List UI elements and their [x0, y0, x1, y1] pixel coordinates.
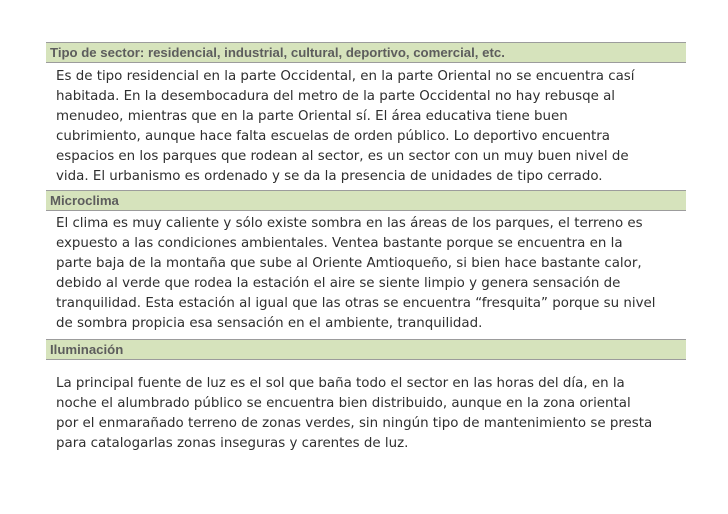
section-body-microclima [46, 211, 686, 339]
paragraph-line: La principal fuente de luz es el sol que baña todo el sector en las horas del día, en la [56, 376, 625, 391]
section-body-tipo-de-sector [46, 63, 686, 190]
paragraph-line: espacios en los parques que rodean al sector, es un sector con un muy buen nivel de [56, 149, 629, 164]
paragraph-line: vida. El urbanismo es ordenado y se da la presencia de unidades de tipo cerrado. [56, 169, 603, 184]
paragraph-line: noche el alumbrado público se encuentra bien distribuido, aunque en la zona oriental [56, 396, 631, 411]
paragraph-line: debido al verde que rodea la estación el aire se siente limpio y genera sensación de [56, 276, 621, 291]
paragraph-line: cubrimiento, aunque hace falta escuelas de orden público. Lo deportivo encuentra [56, 129, 610, 144]
paragraph-line: tranquilidad. Esta estación al igual que las otras se encuentra “fresquita” porque su nivel [56, 296, 656, 311]
section-header-iluminacion: Iluminación [46, 339, 686, 360]
paragraph-line: de sombra propicia esa sensación en el ambiente, tranquilidad. [56, 316, 483, 331]
paragraph-line: por el enmarañado terreno de zonas verdes, sin ningún tipo de mantenimiento se presta [56, 416, 653, 431]
section-header-microclima: Microclima [46, 190, 686, 211]
section-header-tipo-de-sector: Tipo de sector: residencial, industrial, cultural, deportivo, comercial, etc. [46, 42, 686, 63]
section-body-iluminacion [46, 360, 686, 464]
paragraph-line: Es de tipo residencial en la parte Occidental, en la parte Oriental no se encuentra casí [56, 69, 635, 84]
paragraph-line: menudeo, mientras que en la parte Oriental sí. El área educativa tiene buen [56, 109, 568, 124]
paragraph-line: parte baja de la montaña que sube al Oriente Amtioqueño, si bien hace bastante calor, [56, 256, 642, 271]
paragraph-line: expuesto a las condiciones ambientales. Ventea bastante porque se encuentra en la [56, 236, 623, 251]
paragraph-line: El clima es muy caliente y sólo existe sombra en las áreas de los parques, el terreno es [56, 216, 643, 231]
paragraph-line: habitada. En la desembocadura del metro de la parte Occidental no hay rebusqe al [56, 89, 616, 104]
paragraph-line: para catalogarlas zonas inseguras y carentes de luz. [56, 436, 409, 451]
document-table [46, 42, 686, 464]
